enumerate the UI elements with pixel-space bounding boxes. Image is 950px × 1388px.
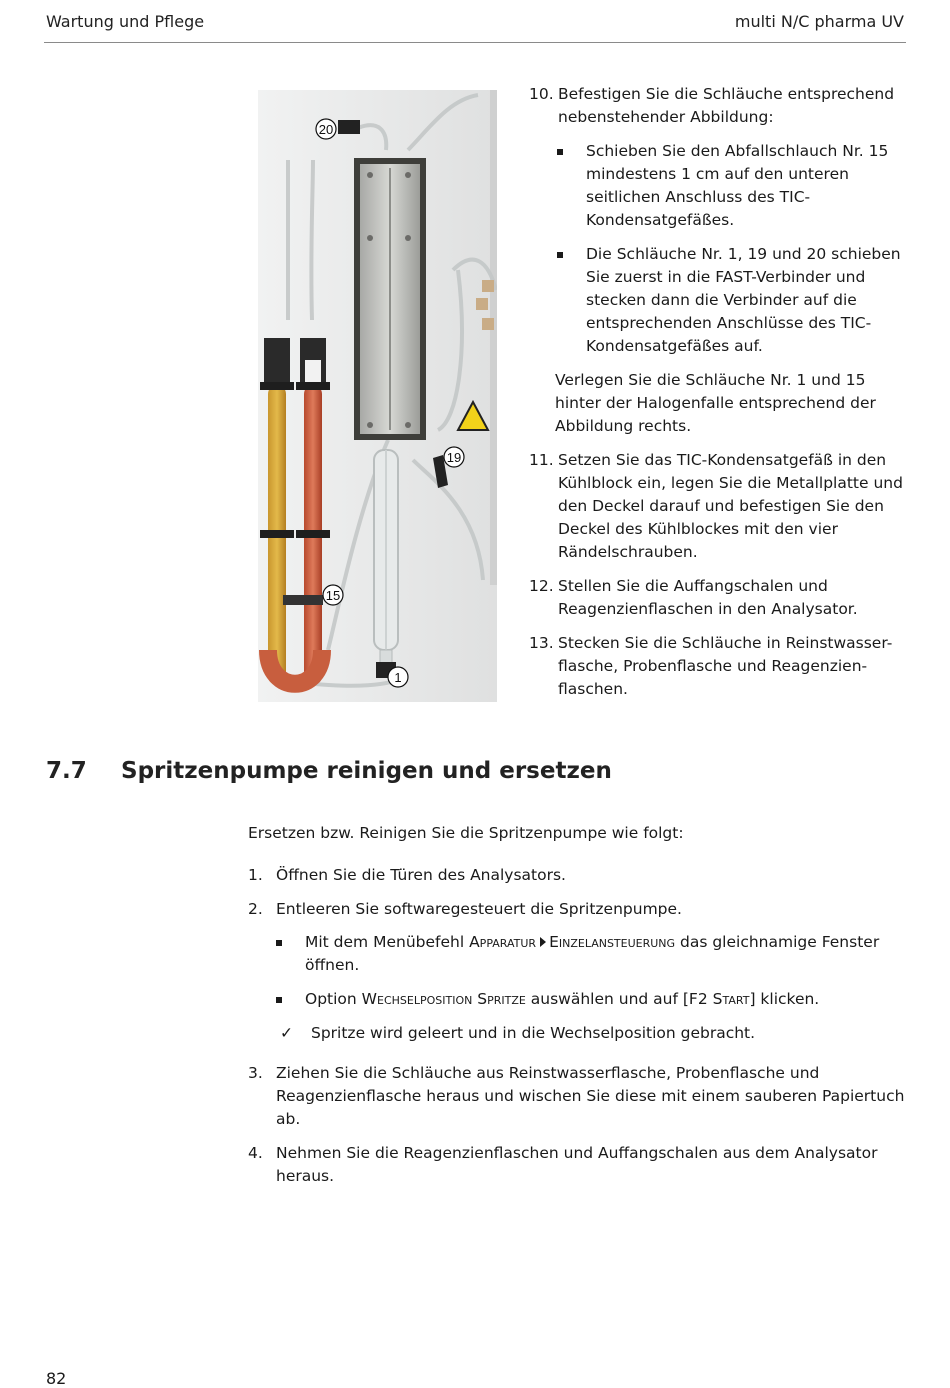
step-number: 1.: [248, 866, 263, 884]
step-text-line: ab.: [276, 1110, 301, 1128]
procedure-step-3: [248, 1062, 908, 1131]
svg-text:1: 1: [394, 670, 402, 685]
result-item: [280, 1022, 920, 1045]
step-text-line: Reagenzienflaschen in den Analysator.: [558, 600, 858, 618]
step-12: [529, 575, 909, 621]
bullet-text-line: Schieben Sie den Abfallschlauch Nr. 15: [586, 142, 889, 160]
bullet-text: Option: [305, 990, 357, 1008]
bullet-text-line: Kondensatgefäßes auf.: [586, 337, 763, 355]
procedure-step-4: [248, 1142, 908, 1188]
step-number: 2.: [248, 900, 263, 918]
square-bullet-icon: [557, 149, 563, 155]
step-text-line: Deckel des Kühlblockes mit den vier: [558, 520, 838, 538]
svg-text:20: 20: [318, 122, 334, 137]
square-bullet-icon: [557, 252, 563, 258]
bullet-text: Mit dem Menübefehl: [305, 933, 465, 951]
result-text: Spritze wird geleert und in die Wechselposition gebracht.: [311, 1024, 756, 1042]
step-text-line: Setzen Sie das TIC-Kondensatgefäß in den: [558, 451, 887, 469]
header-divider: [44, 42, 906, 43]
callout-15: [323, 585, 343, 605]
square-bullet-icon: [276, 997, 282, 1003]
bullet-text-line: Die Schläuche Nr. 1, 19 und 20 schieben: [586, 245, 901, 263]
procedure-step-2: [248, 898, 888, 921]
step-text: Öffnen Sie die Türen des Analysators.: [276, 866, 566, 884]
bullet-text: öffnen.: [305, 956, 360, 974]
step-text-line: flasche, Probenflasche und Reagenzien-: [558, 657, 868, 675]
step-number: 12.: [529, 577, 554, 595]
note-text-line: Verlegen Sie die Schläuche Nr. 1 und 15: [555, 371, 866, 389]
note-text-line: Abbildung rechts.: [555, 417, 692, 435]
step-number: 4.: [248, 1144, 263, 1162]
step-text-line: Stellen Sie die Auffangschalen und: [558, 577, 828, 595]
menu-arrow-icon: [540, 937, 546, 947]
tic-condensate-vessel-illustration: [258, 90, 497, 702]
bullet-text-line: entsprechenden Anschlüsse des TIC-: [586, 314, 872, 332]
svg-text:19: 19: [446, 450, 462, 465]
step-text-line: flaschen.: [558, 680, 628, 698]
step-number: 13.: [529, 634, 554, 652]
step-text: Entleeren Sie softwaregesteuert die Spritzenpumpe.: [276, 900, 682, 918]
key-start: Start: [712, 990, 750, 1008]
checkmark-icon: ✓: [280, 1024, 293, 1042]
section-heading: [46, 758, 646, 788]
bullet-item: [557, 140, 907, 232]
step-text-line: heraus.: [276, 1167, 335, 1185]
bullet-item: [557, 243, 907, 358]
section-title: Spritzenpumpe reinigen und ersetzen: [121, 758, 612, 784]
step-text-line: Rändelschrauben.: [558, 543, 698, 561]
option-wechselposition-spritze: Wechselposition Spritze: [361, 990, 526, 1008]
callout-1: [388, 667, 408, 687]
step-number: 3.: [248, 1064, 263, 1082]
header-product: multi N/C pharma UV: [734, 12, 904, 31]
bullet-text: das gleichnamige Fenster: [680, 933, 880, 951]
section-number: 7.7: [46, 758, 87, 784]
step-number: 11.: [529, 451, 554, 469]
step-text-line: Reagenzienflasche heraus und wischen Sie diese mit einem sauberen Papiertuch: [276, 1087, 905, 1105]
step-text-line: nebenstehender Abbildung:: [558, 108, 774, 126]
page-number: 82: [46, 1369, 67, 1388]
step-text-line: Befestigen Sie die Schläuche entsprechend: [558, 85, 895, 103]
step-text-line: Nehmen Sie die Reagenzienflaschen und Auffangschalen aus dem Analysator: [276, 1144, 878, 1162]
step-11: [529, 449, 919, 564]
menu-item-apparatur: Apparatur: [469, 933, 537, 951]
header-chapter: Wartung und Pflege: [46, 12, 205, 31]
intro-text: Ersetzen bzw. Reinigen Sie die Spritzenpumpe wie folgt:: [248, 824, 684, 842]
square-bullet-icon: [276, 940, 282, 946]
bullet-text-line: stecken dann die Verbinder auf die: [586, 291, 857, 309]
step-text-line: Stecken Sie die Schläuche in Reinstwasser-: [558, 634, 893, 652]
bullet-text: ] klicken.: [749, 990, 820, 1008]
bullet-text-line: Kondensatgefäßes.: [586, 211, 735, 229]
step-13: [529, 632, 909, 701]
menu-item-einzelansteuerung: Einzelansteuerung: [549, 933, 676, 951]
assembly-photo: [258, 90, 497, 702]
step-10: [529, 83, 909, 129]
step-text-line: den Deckel darauf und befestigen Sie den: [558, 497, 884, 515]
step-note: [555, 369, 905, 438]
bullet-item: [276, 988, 916, 1011]
procedure-step-1: [248, 864, 888, 887]
callout-20: [316, 119, 336, 139]
step-text-line: Kühlblock ein, legen Sie die Metallplatte und: [558, 474, 903, 492]
step-text-line: Ziehen Sie die Schläuche aus Reinstwasserflasche, Probenflasche und: [276, 1064, 820, 1082]
bullet-text-line: Sie zuerst in die FAST-Verbinder und: [586, 268, 866, 286]
note-text-line: hinter der Halogenfalle entsprechend der: [555, 394, 876, 412]
bullet-item: [276, 931, 916, 977]
bullet-text-line: mindestens 1 cm auf den unteren: [586, 165, 849, 183]
svg-text:15: 15: [325, 588, 341, 603]
bullet-text-line: seitlichen Anschluss des TIC-: [586, 188, 811, 206]
bullet-text: auswählen und auf [F2: [530, 990, 708, 1008]
step-number: 10.: [529, 85, 554, 103]
callout-19: [444, 447, 464, 467]
